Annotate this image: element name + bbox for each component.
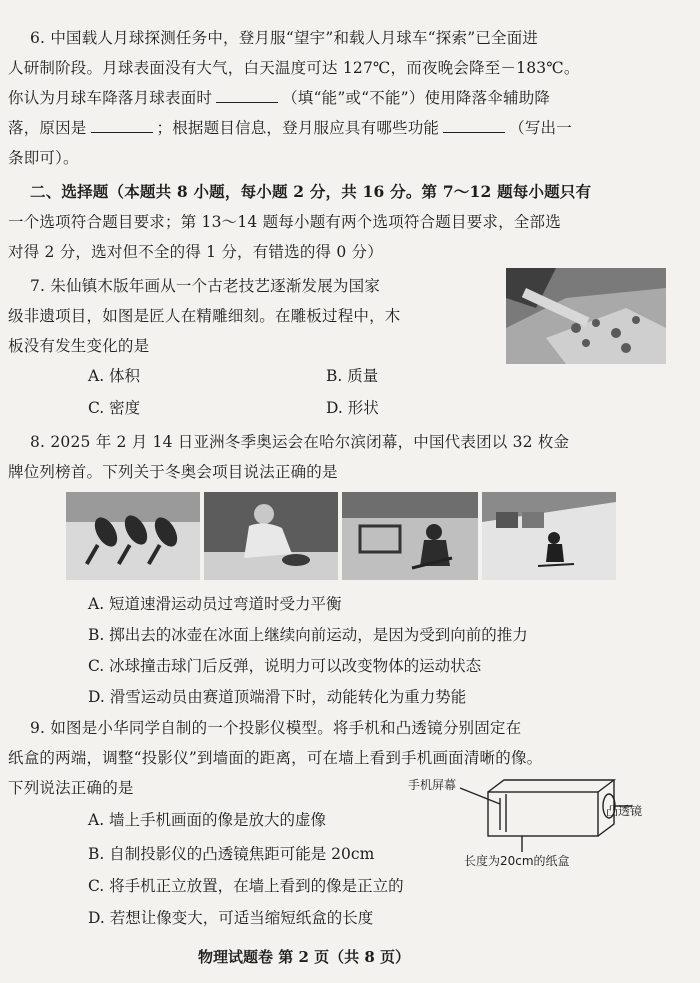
q7-option-a[interactable]: A. 体积 bbox=[88, 367, 141, 385]
woodblock-carving-photo bbox=[506, 268, 666, 364]
q7-option-d[interactable]: D. 形状 bbox=[326, 399, 379, 417]
q6-line-4-text-b: ；根据题目信息，登月服应具有哪些功能 bbox=[156, 119, 440, 137]
q6-line-2: 人研制阶段。月球表面没有大气，白天温度可达 127℃，而夜晚会降至－183℃。 bbox=[8, 59, 580, 77]
section-2-heading: 二、选择题（本题共 8 小题，每小题 2 分，共 16 分。第 7～12 题每小题只有 bbox=[30, 182, 592, 201]
section-2-line-3: 对得 2 分，选对但不全的得 1 分，有错选的得 0 分） bbox=[8, 243, 383, 261]
q6-line-3-text-a: 你认为月球车降落月球表面时 bbox=[8, 89, 213, 107]
q8-option-a[interactable]: A. 短道速滑运动员过弯道时受力平衡 bbox=[88, 595, 342, 613]
q9-line-3: 下列说法正确的是 bbox=[8, 779, 134, 797]
q9-option-c[interactable]: C. 将手机正立放置，在墙上看到的像是正立的 bbox=[88, 877, 404, 895]
q9-line-2: 纸盒的两端，调整“投影仪”到墙面的距离，可在墙上看到手机画面清晰的像。 bbox=[8, 749, 543, 767]
skiing-photo bbox=[482, 492, 616, 580]
q9-line-1: 9. 如图是小华同学自制的一个投影仪模型。将手机和凸透镜分别固定在 bbox=[30, 719, 522, 737]
q7-line-1: 7. 朱仙镇木版年画从一个古老技艺逐渐发展为国家 bbox=[30, 277, 381, 295]
q6-line-4-text-c: （写出一 bbox=[509, 119, 572, 137]
woodblock-carving-image bbox=[506, 268, 666, 364]
q6-line-1: 6. 中国载人月球探测任务中，登月服“望宇”和载人月球车“探索”已全面进 bbox=[30, 29, 539, 47]
speed-skating-photo bbox=[66, 492, 200, 580]
q8-line-1: 8. 2025 年 2 月 14 日亚洲冬季奥运会在哈尔滨闭幕，中国代表团以 32 枚金 bbox=[30, 433, 570, 451]
q7-line-3: 板没有发生变化的是 bbox=[8, 337, 150, 355]
ice-hockey-image bbox=[342, 492, 478, 580]
q6-answer-blank-3[interactable] bbox=[443, 118, 505, 133]
q6-line-5: 条即可）。 bbox=[8, 149, 79, 167]
q8-option-d[interactable]: D. 滑雪运动员由赛道顶端滑下时，动能转化为重力势能 bbox=[88, 688, 467, 706]
label-convex-lens: 凸透镜 bbox=[606, 804, 643, 818]
projector-diagram bbox=[408, 774, 658, 870]
skiing-image bbox=[482, 492, 616, 580]
q7-line-2: 级非遗项目，如图是匠人在精雕细刻。在雕板过程中，木 bbox=[8, 307, 401, 325]
speed-skating-image bbox=[66, 492, 200, 580]
curling-photo bbox=[204, 492, 338, 580]
q9-option-a[interactable]: A. 墙上手机画面的像是放大的虚像 bbox=[88, 811, 327, 829]
q8-option-c[interactable]: C. 冰球撞击球门后反弹，说明力可以改变物体的运动状态 bbox=[88, 657, 482, 675]
label-phone-screen: 手机屏幕 bbox=[408, 778, 457, 792]
q6-answer-blank-2[interactable] bbox=[91, 118, 153, 133]
q6-line-3 bbox=[8, 88, 550, 108]
ice-hockey-photo bbox=[342, 492, 478, 580]
q8-line-2: 牌位列榜首。下列关于冬奥会项目说法正确的是 bbox=[8, 463, 338, 481]
curling-image bbox=[204, 492, 338, 580]
page-footer: 物理试题卷 第 2 页（共 8 页） bbox=[198, 948, 410, 966]
q6-answer-blank-1[interactable] bbox=[216, 88, 278, 103]
label-paper-box: 长度为20cm的纸盒 bbox=[464, 854, 570, 868]
q9-option-b[interactable]: B. 自制投影仪的凸透镜焦距可能是 20cm bbox=[88, 845, 375, 863]
q7-option-b[interactable]: B. 质量 bbox=[326, 367, 379, 385]
q6-line-3-text-b: （填“能”或“不能”）使用降落伞辅助降 bbox=[282, 89, 551, 107]
section-2-line-2: 一个选项符合题目要求；第 13～14 题每小题有两个选项符合题目要求，全部选 bbox=[8, 213, 561, 231]
q8-option-b[interactable]: B. 掷出去的冰壶在冰面上继续向前运动，是因为受到向前的推力 bbox=[88, 626, 528, 644]
q6-line-4 bbox=[8, 118, 572, 138]
q6-line-4-text-a: 落，原因是 bbox=[8, 119, 87, 137]
q7-option-c[interactable]: C. 密度 bbox=[88, 399, 141, 417]
q9-option-d[interactable]: D. 若想让像变大，可适当缩短纸盒的长度 bbox=[88, 909, 374, 927]
